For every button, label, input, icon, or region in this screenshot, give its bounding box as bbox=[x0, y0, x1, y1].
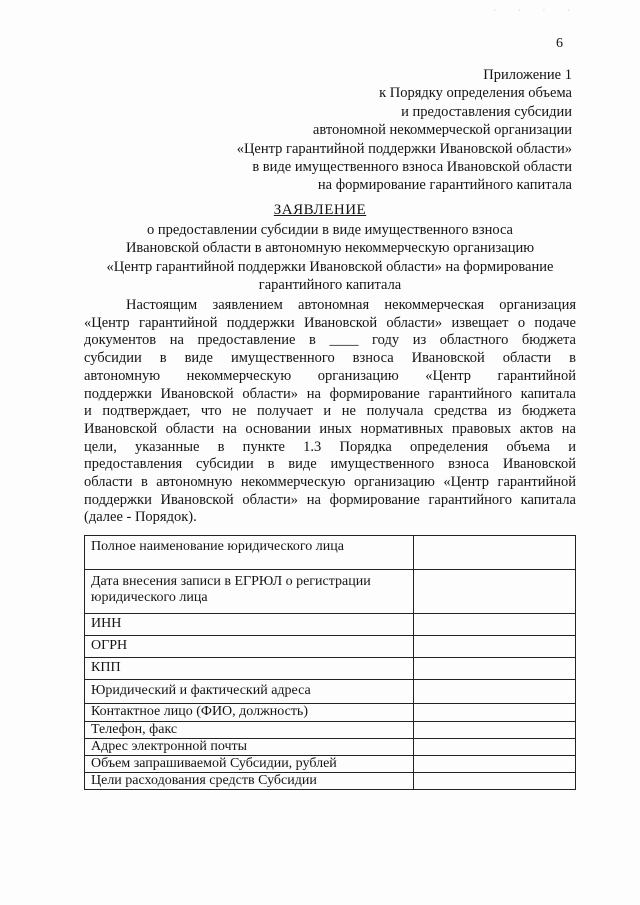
row-value-cell[interactable] bbox=[413, 536, 575, 570]
page-number: 6 bbox=[556, 36, 563, 51]
paragraph-line: автономную некоммерческую организацию «Центр гарантийной bbox=[84, 367, 576, 384]
row-label: ИНН bbox=[85, 614, 414, 636]
document-title: ЗАЯВЛЕНИЕ bbox=[273, 202, 367, 218]
table-row bbox=[85, 773, 576, 790]
row-value-cell[interactable] bbox=[413, 756, 575, 773]
statement-paragraph bbox=[84, 297, 576, 527]
row-label: Дата внесения записи в ЕГРЮЛ о регистрации юридического лица bbox=[85, 570, 414, 614]
row-label: Адрес электронной почты bbox=[85, 739, 414, 756]
subtitle-line: Ивановской области в автономную некоммерческую организацию bbox=[125, 240, 535, 257]
paragraph-line: и подтверждает, что не получает и не получала средства из бюджета bbox=[84, 403, 576, 420]
table-row bbox=[85, 680, 576, 704]
row-label: КПП bbox=[85, 658, 414, 680]
paragraph-line: цели, указанные в пункте 1.3 Порядка определения объема и bbox=[84, 438, 576, 455]
table-row bbox=[85, 704, 576, 722]
appendix-line: Приложение 1 bbox=[483, 67, 572, 83]
row-value-cell[interactable] bbox=[413, 614, 575, 636]
table-row bbox=[85, 614, 576, 636]
paragraph-line: субсидии в виде имущественного взноса Ивановской области в bbox=[84, 350, 576, 367]
row-label: Телефон, факс bbox=[85, 722, 414, 739]
subtitle-line: гарантийного капитала bbox=[258, 276, 402, 293]
appendix-line: автономной некоммерческой организации bbox=[312, 122, 572, 139]
row-value-cell[interactable] bbox=[413, 704, 575, 722]
row-value-cell[interactable] bbox=[413, 680, 575, 704]
row-label: Цели расходования средств Субсидии bbox=[85, 773, 414, 790]
paragraph-line: «Центр гарантийной поддержки Ивановской области» извещает о подаче bbox=[84, 314, 576, 331]
row-label: Полное наименование юридического лица bbox=[85, 536, 414, 570]
table-row bbox=[85, 570, 576, 614]
row-value-cell[interactable] bbox=[413, 658, 575, 680]
row-value-cell[interactable] bbox=[413, 773, 575, 790]
document-subtitle bbox=[60, 221, 600, 294]
subtitle-line: о предоставлении субсидии в виде имущественного взноса bbox=[147, 222, 513, 238]
paragraph-line: Ивановской области на основании иных нормативных правовых актов на bbox=[84, 420, 576, 437]
paragraph-line: поддержки Ивановской области» на формирование гарантийного капитала bbox=[84, 491, 576, 508]
applicant-info-table bbox=[84, 535, 576, 790]
row-label: Юридический и фактический адреса bbox=[85, 680, 414, 704]
subtitle-line: «Центр гарантийной поддержки Ивановской области» на формирование bbox=[106, 258, 554, 275]
row-value-cell[interactable] bbox=[413, 722, 575, 739]
appendix-line: и предоставления субсидии bbox=[401, 103, 572, 120]
row-label: Контактное лицо (ФИО, должность) bbox=[85, 704, 414, 722]
paragraph-line: Настоящим заявлением автономная некоммерческая организация bbox=[126, 297, 576, 313]
table-row bbox=[85, 658, 576, 680]
appendix-line: «Центр гарантийной поддержки Ивановской области» bbox=[236, 140, 572, 157]
table-row bbox=[85, 636, 576, 658]
table-row bbox=[85, 536, 576, 570]
row-value-cell[interactable] bbox=[413, 739, 575, 756]
appendix-line: на формирование гарантийного капитала bbox=[317, 177, 572, 194]
appendix-header bbox=[152, 66, 572, 195]
paragraph-line: (далее - Порядок). bbox=[84, 509, 197, 526]
appendix-line: в виде имущественного взноса Ивановской области bbox=[252, 159, 572, 176]
row-label: Объем запрашиваемой Субсидии, рублей bbox=[85, 756, 414, 773]
row-value-cell[interactable] bbox=[413, 570, 575, 614]
table-row bbox=[85, 722, 576, 739]
table-row bbox=[85, 739, 576, 756]
paragraph-line: области в автономную некоммерческую организацию «Центр гарантийной bbox=[84, 474, 576, 491]
paragraph-line: документов на предоставление в ____ году из областного бюджета bbox=[84, 332, 576, 349]
row-value-cell[interactable] bbox=[413, 636, 575, 658]
appendix-line: к Порядку определения объема bbox=[379, 85, 572, 102]
table-row bbox=[85, 756, 576, 773]
scan-artifact: · · · · bbox=[493, 6, 580, 15]
paragraph-line: поддержки Ивановской области» на формирование гарантийного капитала bbox=[84, 385, 576, 402]
row-label: ОГРН bbox=[85, 636, 414, 658]
paragraph-line: предоставления субсидии в виде имущественного взноса Ивановской bbox=[84, 456, 576, 473]
